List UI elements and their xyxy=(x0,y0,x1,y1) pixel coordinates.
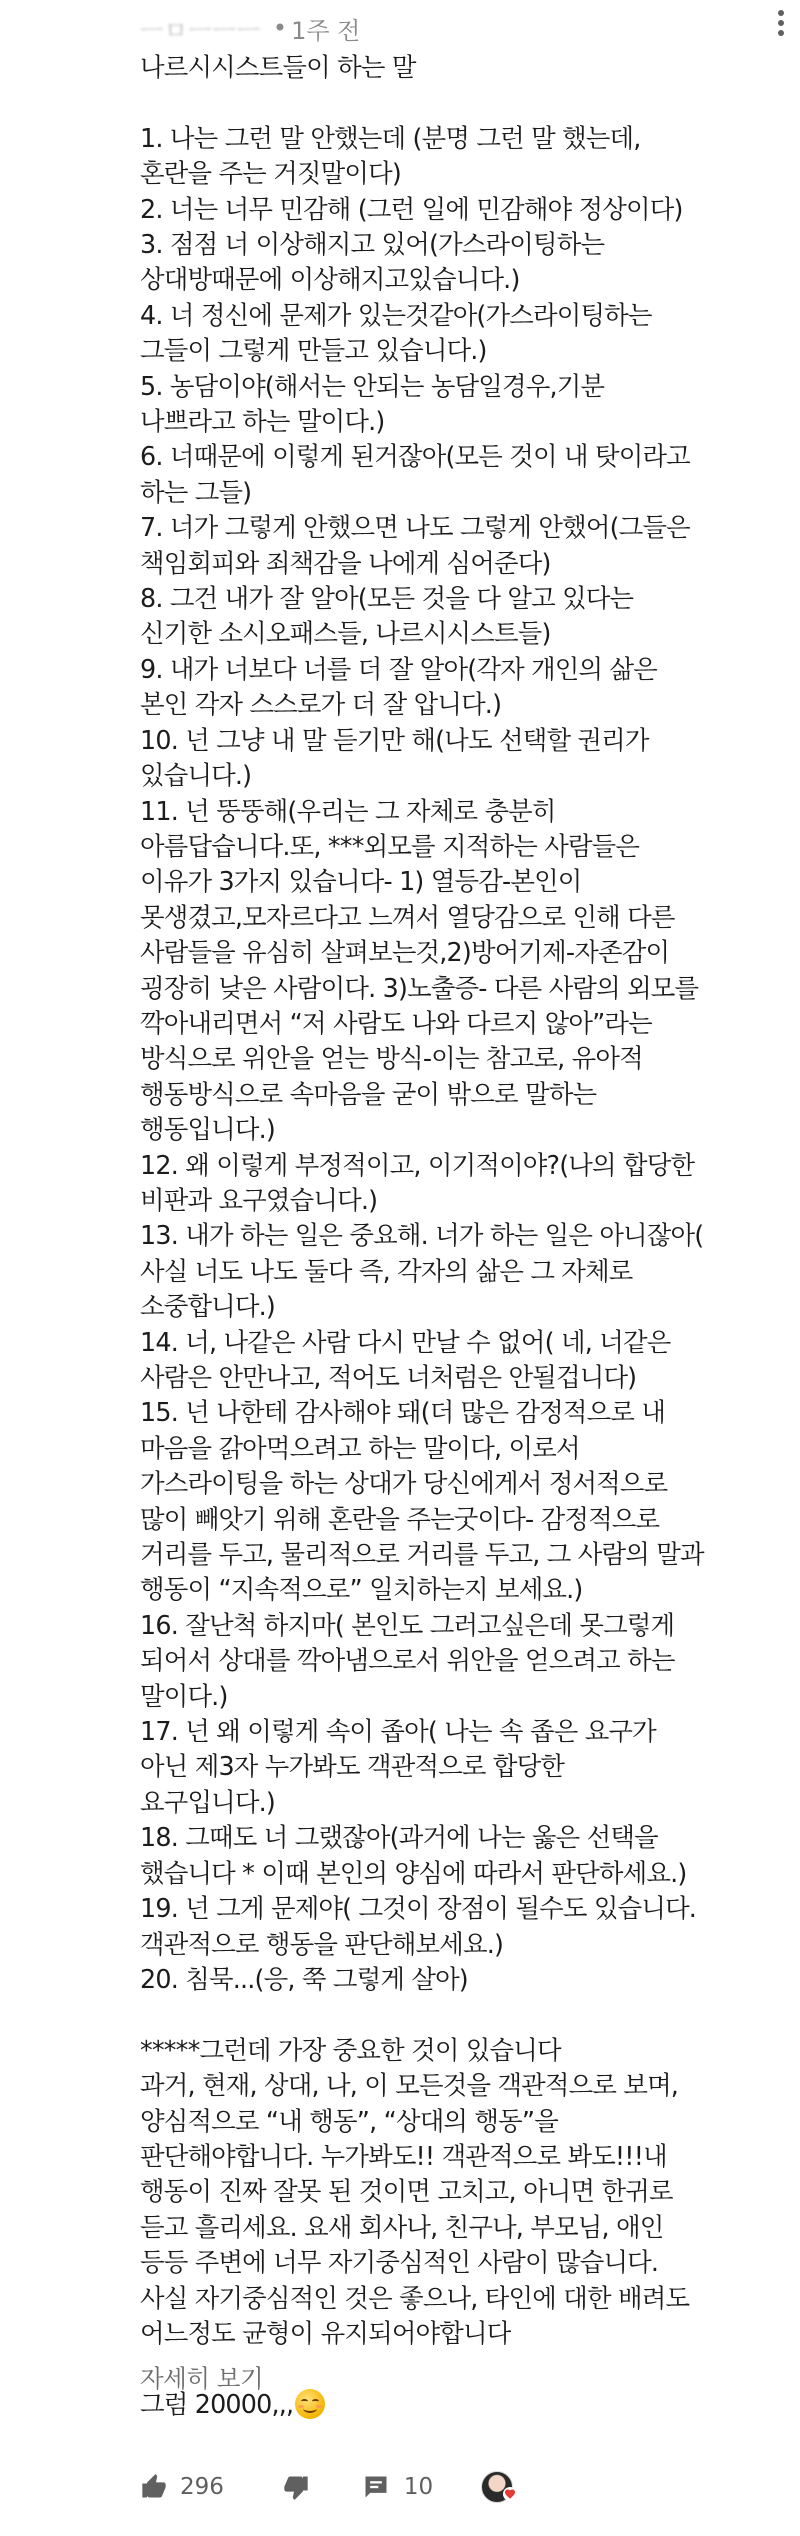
comment-line: 9. 내가 너보다 너를 더 잘 알아(각자 개인의 삶은 xyxy=(140,653,657,684)
comment-line: 객관적으로 행동을 판단해보세요.) xyxy=(140,1928,504,1959)
comment-line: 말이다.) xyxy=(140,1680,228,1711)
comment-line: 행동입니다.) xyxy=(140,1114,276,1145)
comment-line: 거리를 두고, 물리적으로 거리를 두고, 그 사람의 말과 xyxy=(140,1539,704,1570)
comment-icon xyxy=(362,2473,390,2501)
comment-line: 있습니다.) xyxy=(140,760,252,791)
smiling-face-emoji xyxy=(295,2389,325,2419)
comment-line: 요구입니다.) xyxy=(140,1786,276,1817)
comment-line: 15. 넌 나한테 감사해야 돼(더 많은 감정적으로 내 xyxy=(140,1397,666,1428)
dislike-button[interactable] xyxy=(282,2473,310,2501)
comment-line: 깍아내리면서 “저 사람도 나와 다르지 않아”라는 xyxy=(140,1007,652,1038)
reply-count: 10 xyxy=(403,2474,434,2500)
comment-line: 5. 농담이야(해서는 안되는 농담일경우,기분 xyxy=(140,370,605,401)
comment-line: 4. 너 정신에 문제가 있는것같아(가스라이팅하는 xyxy=(140,299,652,330)
comment-line: 아닌 제3자 누가봐도 객관적으로 합당한 xyxy=(140,1751,565,1782)
comment-line: 했습니다 * 이때 본인의 양심에 따라서 판단하세요.) xyxy=(140,1857,687,1888)
comment-line: 17. 넌 왜 이렇게 속이 좁아( 나는 속 좁은 요구가 xyxy=(140,1716,656,1747)
comment-line: 행동이 진짜 잘못 된 것이면 고치고, 아니면 한귀로 xyxy=(140,2176,673,2207)
comment-line: 소중합니다.) xyxy=(140,1291,276,1322)
comment-text xyxy=(140,50,795,2422)
comment-line: 8. 그건 내가 잘 알아(모든 것을 다 알고 있다는 xyxy=(140,583,634,614)
comment-line: 책임회피와 죄책감을 나에게 심어준다) xyxy=(140,547,551,578)
comment-line: 1. 나는 그런 말 안했는데 (분명 그런 말 했는데, xyxy=(140,122,641,153)
like-button[interactable] xyxy=(140,2473,224,2501)
comment-line: 20. 침묵...(응, 쭉 그렇게 살아) xyxy=(140,1963,468,1994)
comment-line: 16. 잘난척 하지마( 본인도 그러고싶은데 못그렇게 xyxy=(140,1609,675,1640)
thumbs-up-icon xyxy=(140,2473,168,2501)
comment-line: 14. 너, 나같은 사람 다시 만날 수 없어( 네, 너같은 xyxy=(140,1326,671,1357)
comment-line: 12. 왜 이렇게 부정적이고, 이기적이야?(나의 합당한 xyxy=(140,1149,695,1180)
more-vert-icon xyxy=(776,8,786,42)
comment-line: 3. 점점 너 이상해지고 있어(가스라이팅하는 xyxy=(140,229,605,260)
comment-line: 7. 너가 그렇게 안했으면 나도 그렇게 안했어(그들은 xyxy=(140,512,690,543)
comment-line xyxy=(140,85,795,120)
comment-line: 혼란을 주는 거짓말이다) xyxy=(140,158,401,189)
comment-line: *****그런데 가장 중요한 것이 있습니다 xyxy=(140,2034,561,2065)
comment-line: 본인 각자 스스로가 더 잘 압니다.) xyxy=(140,689,502,720)
comment-line: 듣고 흘리세요. 요새 회사나, 친구나, 부모님, 애인 xyxy=(140,2211,664,2242)
header-separator: • xyxy=(272,14,288,42)
comment-line: 과거, 현재, 상대, 나, 이 모든것을 객관적으로 보며, xyxy=(140,2070,679,2101)
comment-line: 하는 그들) xyxy=(140,476,252,507)
comment-line: 행동이 “지속적으로” 일치하는지 보세요.) xyxy=(140,1574,583,1605)
comment-line: 방식으로 위안을 얻는 방식-이는 참고로, 유아적 xyxy=(140,1043,643,1074)
see-more-link[interactable]: 자세히 보기 xyxy=(140,2364,264,2393)
comment-line: 많이 빼앗기 위해 혼란을 주는굿이다- 감정적으로 xyxy=(140,1503,660,1534)
like-count: 296 xyxy=(180,2474,224,2500)
comment-line: 13. 내가 하는 일은 중요해. 너가 하는 일은 아니잖아( xyxy=(140,1220,704,1251)
comment-line: 나쁘라고 하는 말이다.) xyxy=(140,406,385,437)
comment-line: 11. 넌 뚱뚱해(우리는 그 자체로 충분히 xyxy=(140,795,556,826)
comment-line: 18. 그때도 너 그랬잖아(과거에 나는 옳은 선택을 xyxy=(140,1822,658,1853)
comment-line xyxy=(140,1997,795,2032)
comment-line: 그럼 20000,,, xyxy=(140,2387,795,2422)
comment-line: 아름답습니다.또, ***외모를 지적하는 사람들은 xyxy=(140,830,640,861)
comment-time[interactable]: 1주 전 xyxy=(291,16,361,45)
comment-line: 등등 주변에 너무 자기중심적인 사람이 많습니다. xyxy=(140,2247,659,2278)
comment-line: 2. 너는 너무 민감해 (그런 일에 민감해야 정상이다) xyxy=(140,193,683,224)
comment-line: 비판과 요구였습니다.) xyxy=(140,1184,378,1215)
comment-line: 굉장히 낮은 사람이다. 3)노출증- 다른 사람의 외모를 xyxy=(140,972,699,1003)
comment-line: 못생겼고,모자르다고 느껴서 열당감으로 인해 다른 xyxy=(140,901,675,932)
comment-line: 6. 너때문에 이렇게 된거잖아(모든 것이 내 탓이라고 xyxy=(140,441,690,472)
comment-line: 사실 자기중심적인 것은 좋으나, 타인에 대한 배려도 xyxy=(140,2282,690,2313)
comment-line: 되어서 상대를 깍아냄으로서 위안을 얻으려고 하는 xyxy=(140,1645,675,1676)
comment-line: 가스라이팅을 하는 상대가 당신에게서 정서적으로 xyxy=(140,1468,668,1499)
heart-icon xyxy=(503,2487,517,2501)
comment-line: 어느정도 균형이 유지되어야합니다 xyxy=(140,2317,511,2348)
comment-line: 사실 너도 나도 둘다 즉, 각자의 삶은 그 자체로 xyxy=(140,1255,633,1286)
creator-heart-badge xyxy=(481,2469,523,2505)
comment-line: 나르시시스트들이 하는 말 xyxy=(140,52,416,82)
comment-line: 양심적으로 “내 행동”, “상대의 행동”을 xyxy=(140,2105,558,2136)
comment-line: 10. 넌 그냥 내 말 듣기만 해(나도 선택할 권리가 xyxy=(140,724,649,755)
comment-line: 그들이 그렇게 만들고 있습니다.) xyxy=(140,335,487,366)
comment-line: 행동방식으로 속마음을 굳이 밖으로 말하는 xyxy=(140,1078,597,1109)
comment-author[interactable]: ㅡㅁㅡㅡㅡ xyxy=(140,16,261,45)
more-options-button[interactable] xyxy=(776,0,786,50)
comment-line: 사람들을 유심히 살펴보는것,2)방어기제-자존감이 xyxy=(140,937,670,968)
comment-action-bar xyxy=(140,2462,795,2512)
thumbs-down-icon xyxy=(282,2473,310,2501)
comment-line: 상대방때문에 이상해지고있습니다.) xyxy=(140,264,520,295)
comment-line: 신기한 소시오패스들, 나르시시스트들) xyxy=(140,618,551,649)
comment-header xyxy=(140,6,360,50)
comment-line: 이유가 3가지 있습니다- 1) 열등감-본인이 xyxy=(140,866,582,897)
comment-line: 판단해야합니다. 누가봐도!! 객관적으로 봐도!!!내 xyxy=(140,2140,667,2171)
comment-line: 마음을 갉아먹으려고 하는 말이다, 이로서 xyxy=(140,1432,580,1463)
comment-line: 사람은 안만나고, 적어도 너처럼은 안될겁니다) xyxy=(140,1362,637,1393)
reply-button[interactable] xyxy=(362,2473,433,2501)
comment-line: 19. 넌 그게 문제야( 그것이 장점이 될수도 있습니다. xyxy=(140,1893,697,1924)
